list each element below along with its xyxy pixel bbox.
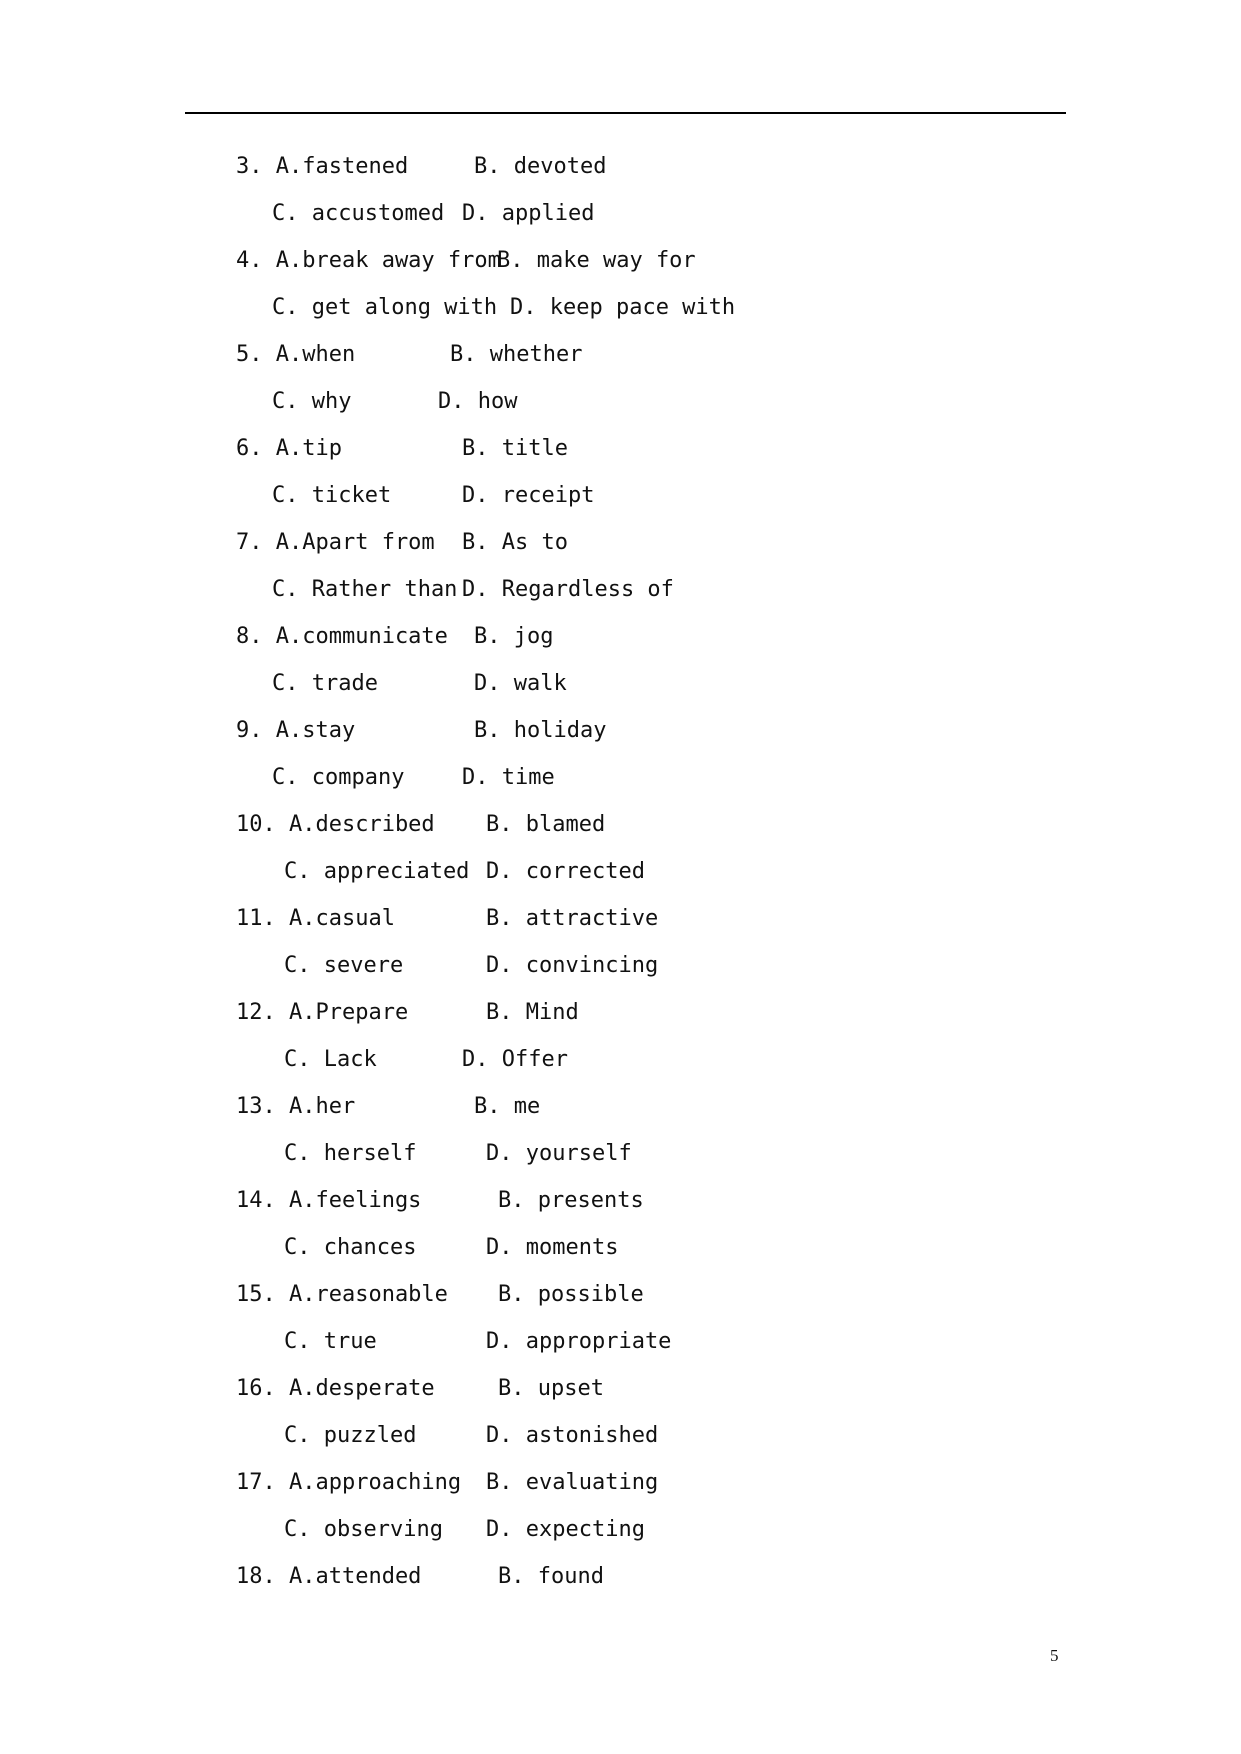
question-9-option-d: D. time <box>462 765 555 790</box>
question-17-row-2 <box>236 1515 1056 1562</box>
question-14-row-2 <box>236 1233 1056 1280</box>
question-7-option-d: D. Regardless of <box>462 577 674 602</box>
question-5-option-c: C. why <box>272 389 352 414</box>
question-14-option-a: 14. A.feelings <box>236 1188 422 1213</box>
question-3-option-d: D. applied <box>462 201 595 226</box>
question-10-option-a: 10. A.described <box>236 812 435 837</box>
question-10-row-1 <box>236 810 1056 857</box>
question-14-option-b: B. presents <box>498 1188 644 1213</box>
question-5-option-a: 5. A.when <box>236 342 356 367</box>
page-number: 5 <box>1050 1646 1059 1665</box>
question-17-option-d: D. expecting <box>486 1517 645 1542</box>
question-16-row-2 <box>236 1421 1056 1468</box>
question-4-row-2 <box>236 293 1056 340</box>
question-13-option-a: 13. A.her <box>236 1094 356 1119</box>
question-13-row-2 <box>236 1139 1056 1186</box>
question-15-option-b: B. possible <box>498 1282 644 1307</box>
question-3-row-1 <box>236 152 1056 199</box>
question-9-option-b: B. holiday <box>474 718 607 743</box>
question-14-option-d: D. moments <box>486 1235 619 1260</box>
question-12-option-b: B. Mind <box>486 1000 579 1025</box>
question-17-option-a: 17. A.approaching <box>236 1470 462 1495</box>
question-17-option-c: C. observing <box>284 1517 443 1542</box>
question-8-option-d: D. walk <box>474 671 567 696</box>
question-6-option-a: 6. A.tip <box>236 436 342 461</box>
question-4-option-a: 4. A.break away from <box>236 248 501 273</box>
question-7-option-c: C. Rather than <box>272 577 458 602</box>
question-10-row-2 <box>236 857 1056 904</box>
question-15-option-a: 15. A.reasonable <box>236 1282 448 1307</box>
question-12-option-c: C. Lack <box>284 1047 377 1072</box>
question-15-row-1 <box>236 1280 1056 1327</box>
question-3-option-c: C. accustomed <box>272 201 445 226</box>
question-6-row-2 <box>236 481 1056 528</box>
question-15-option-d: D. appropriate <box>486 1329 672 1354</box>
question-9-option-c: C. company <box>272 765 405 790</box>
question-8-option-c: C. trade <box>272 671 378 696</box>
question-8-row-2 <box>236 669 1056 716</box>
question-9-row-2 <box>236 763 1056 810</box>
question-7-row-2 <box>236 575 1056 622</box>
question-9-row-1 <box>236 716 1056 763</box>
header-rule <box>185 112 1066 114</box>
question-16-option-c: C. puzzled <box>284 1423 417 1448</box>
question-6-row-1 <box>236 434 1056 481</box>
question-16-option-a: 16. A.desperate <box>236 1376 435 1401</box>
question-11-option-c: C. severe <box>284 953 404 978</box>
question-16-row-1 <box>236 1374 1056 1421</box>
question-8-row-1 <box>236 622 1056 669</box>
question-12-row-2 <box>236 1045 1056 1092</box>
question-11-option-a: 11. A.casual <box>236 906 395 931</box>
question-18-option-b: B. found <box>498 1564 604 1589</box>
question-12-row-1 <box>236 998 1056 1045</box>
question-6-option-c: C. ticket <box>272 483 392 508</box>
question-17-option-b: B. evaluating <box>486 1470 659 1495</box>
question-7-row-1 <box>236 528 1056 575</box>
question-5-row-1 <box>236 340 1056 387</box>
question-11-row-2 <box>236 951 1056 998</box>
question-4-option-d: D. keep pace with <box>510 295 736 320</box>
question-3-option-b: B. devoted <box>474 154 607 179</box>
question-16-option-b: B. upset <box>498 1376 604 1401</box>
question-18-option-a: 18. A.attended <box>236 1564 422 1589</box>
question-8-option-a: 8. A.communicate <box>236 624 448 649</box>
question-4-option-b: B. make way for <box>497 248 696 273</box>
question-14-row-1 <box>236 1186 1056 1233</box>
question-18-row-1 <box>236 1562 1056 1609</box>
question-10-option-b: B. blamed <box>486 812 606 837</box>
question-13-option-b: B. me <box>474 1094 541 1119</box>
question-10-option-c: C. appreciated <box>284 859 470 884</box>
question-3-option-a: 3. A.fastened <box>236 154 409 179</box>
question-7-option-b: B. As to <box>462 530 568 555</box>
question-11-option-d: D. convincing <box>486 953 659 978</box>
question-7-option-a: 7. A.Apart from <box>236 530 435 555</box>
question-15-option-c: C. true <box>284 1329 377 1354</box>
question-12-option-d: D. Offer <box>462 1047 568 1072</box>
question-list <box>236 152 1056 1609</box>
question-13-option-d: D. yourself <box>486 1141 632 1166</box>
question-5-option-d: D. how <box>438 389 518 414</box>
question-16-option-d: D. astonished <box>486 1423 659 1448</box>
question-14-option-c: C. chances <box>284 1235 417 1260</box>
question-11-option-b: B. attractive <box>486 906 659 931</box>
question-5-row-2 <box>236 387 1056 434</box>
question-3-row-2 <box>236 199 1056 246</box>
question-5-option-b: B. whether <box>450 342 583 367</box>
question-12-option-a: 12. A.Prepare <box>236 1000 409 1025</box>
question-13-option-c: C. herself <box>284 1141 417 1166</box>
question-6-option-d: D. receipt <box>462 483 595 508</box>
question-4-option-c: C. get along with <box>272 295 498 320</box>
question-11-row-1 <box>236 904 1056 951</box>
question-15-row-2 <box>236 1327 1056 1374</box>
question-6-option-b: B. title <box>462 436 568 461</box>
question-13-row-1 <box>236 1092 1056 1139</box>
question-9-option-a: 9. A.stay <box>236 718 356 743</box>
question-4-row-1 <box>236 246 1056 293</box>
question-17-row-1 <box>236 1468 1056 1515</box>
question-10-option-d: D. corrected <box>486 859 645 884</box>
question-8-option-b: B. jog <box>474 624 554 649</box>
